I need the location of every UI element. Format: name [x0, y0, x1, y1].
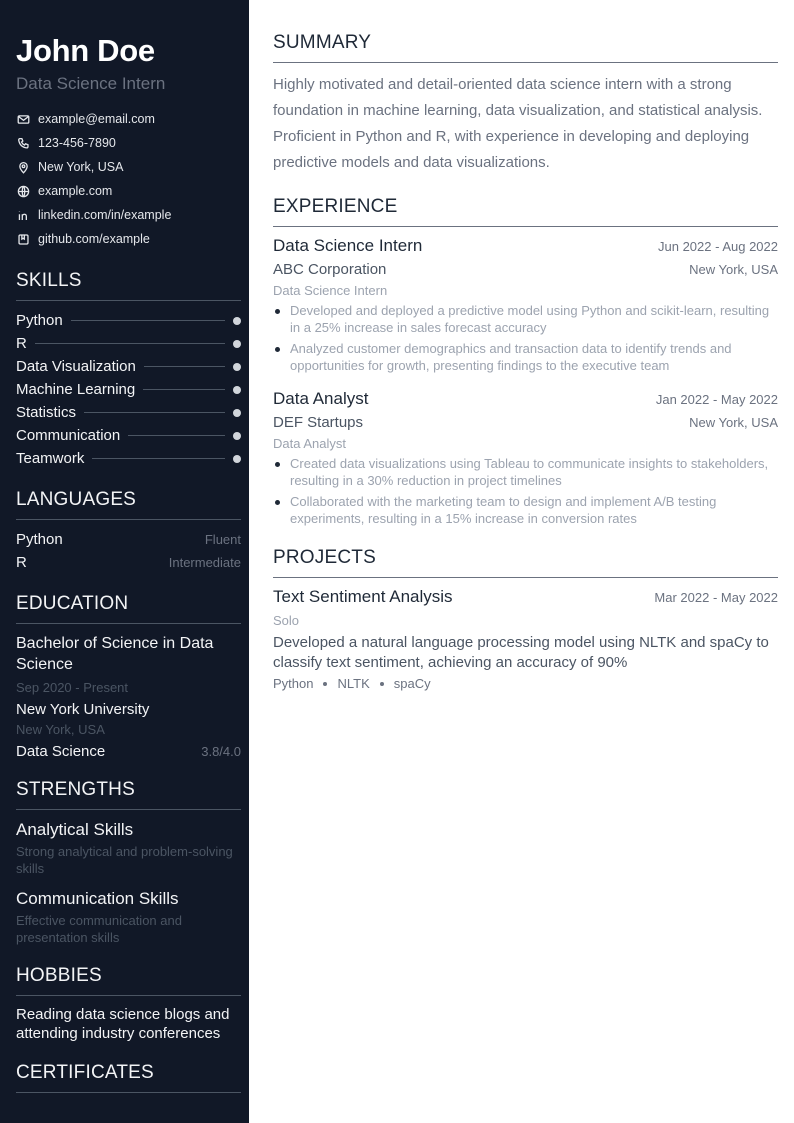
- hobbies-heading: HOBBIES: [16, 963, 241, 996]
- skills-section: [16, 268, 241, 470]
- skill-dot: [233, 340, 241, 348]
- project-type: Solo: [273, 613, 300, 628]
- education-entry: [16, 633, 241, 760]
- strengths-section: [16, 777, 241, 946]
- skills-heading: SKILLS: [16, 268, 241, 301]
- skill-name: Python: [16, 312, 63, 329]
- skill-name: R: [16, 335, 27, 352]
- hobbies-section: [16, 963, 241, 1043]
- skill-line: [84, 412, 225, 413]
- project-tags: [273, 676, 778, 691]
- skills-list: [16, 309, 241, 470]
- language-item: [16, 551, 241, 574]
- education-section: [16, 591, 241, 760]
- strength-title: Communication Skills: [16, 889, 179, 908]
- experience-section: [273, 194, 778, 527]
- location-pin-icon: [16, 160, 30, 174]
- project-desc: Developed a natural language processing model using NLTK and spaCy to classify text sentiment, achieving an accuracy of 90%: [273, 634, 769, 671]
- github-icon: [16, 232, 30, 246]
- skill-dot: [233, 409, 241, 417]
- contact-text: example@email.com: [38, 112, 155, 126]
- skill-item: [16, 401, 241, 424]
- job-bullet: Analyzed customer demographics and transaction data to identify trends and opportunities for growth, presenting findings to the executive team: [273, 340, 778, 374]
- project-dates: Mar 2022 - May 2022: [654, 590, 778, 605]
- contact-location: [16, 155, 241, 179]
- main-content: [249, 0, 794, 1123]
- contact-text: 123-456-7890: [38, 136, 116, 150]
- skill-item: [16, 424, 241, 447]
- skill-name: Teamwork: [16, 450, 85, 467]
- project-tag: Python: [273, 676, 314, 691]
- project-entry: [273, 586, 778, 691]
- job-title: Data Science Intern: [273, 236, 423, 255]
- summary-section: [273, 30, 778, 176]
- profile-role: Data Science Intern: [16, 74, 166, 93]
- contact-text: New York, USA: [38, 160, 124, 174]
- strength-title: Analytical Skills: [16, 820, 134, 839]
- language-item: [16, 528, 241, 551]
- contact-website[interactable]: [16, 179, 241, 203]
- education-location: New York, USA: [16, 722, 105, 737]
- project-tag: NLTK: [337, 676, 370, 691]
- skill-line: [128, 435, 225, 436]
- hobby-text: Reading data science blogs and attending industry conferences: [16, 1006, 230, 1042]
- job-bullet: Developed and deployed a predictive model using Python and scikit-learn, resulting in a 25% increase in sales forecast accuracy: [273, 302, 778, 336]
- education-heading: EDUCATION: [16, 591, 241, 624]
- education-field: Data Science: [16, 743, 106, 760]
- globe-icon: [16, 184, 30, 198]
- education-date: Sep 2020 - Present: [16, 680, 129, 695]
- job-position: Data Science Intern: [273, 283, 388, 298]
- education-degree: Bachelor of Science in Data Science: [16, 635, 214, 673]
- education-gpa: 3.8/4.0: [201, 744, 241, 759]
- strength-item: [16, 819, 241, 877]
- skill-name: Communication: [16, 427, 121, 444]
- language-name: R: [16, 554, 27, 571]
- job-location: New York, USA: [689, 262, 778, 277]
- contact-text: linkedin.com/in/example: [38, 208, 172, 222]
- education-field-row: [16, 743, 241, 760]
- contact-email[interactable]: [16, 107, 241, 131]
- job-bullets: [273, 455, 778, 527]
- strength-desc: Strong analytical and problem-solving skills: [16, 844, 233, 876]
- projects-section: [273, 545, 778, 691]
- job-company: DEF Startups: [273, 414, 364, 431]
- certificates-heading: CERTIFICATES: [16, 1060, 241, 1093]
- contact-github[interactable]: [16, 227, 241, 251]
- strength-item: [16, 888, 241, 946]
- profile-name: John Doe: [16, 33, 155, 68]
- job-position: Data Analyst: [273, 436, 346, 451]
- contact-linkedin[interactable]: [16, 203, 241, 227]
- projects-heading: PROJECTS: [273, 545, 778, 578]
- skill-line: [71, 320, 225, 321]
- language-level: Intermediate: [168, 555, 241, 570]
- skill-line: [35, 343, 225, 344]
- language-level: Fluent: [204, 532, 241, 547]
- job-location: New York, USA: [689, 415, 778, 430]
- project-title: Text Sentiment Analysis: [273, 587, 453, 606]
- strength-desc: Effective communication and presentation skills: [16, 913, 182, 945]
- job-dates: Jan 2022 - May 2022: [655, 392, 778, 407]
- skill-item: [16, 355, 241, 378]
- skill-name: Data Visualization: [16, 358, 136, 375]
- languages-list: [16, 528, 241, 574]
- strengths-heading: STRENGTHS: [16, 777, 241, 810]
- skill-item: [16, 378, 241, 401]
- job-dates: Jun 2022 - Aug 2022: [658, 239, 778, 254]
- education-school: New York University: [16, 701, 150, 718]
- contact-text: github.com/example: [38, 232, 150, 246]
- skill-dot: [233, 455, 241, 463]
- skill-line: [143, 389, 225, 390]
- job-bullet: Collaborated with the marketing team to design and implement A/B testing experiments, resulting in a 15% increase in conversion rates: [273, 493, 778, 527]
- skill-dot: [233, 432, 241, 440]
- linkedin-icon: [16, 208, 30, 222]
- skill-line: [92, 458, 225, 459]
- contact-phone[interactable]: [16, 131, 241, 155]
- skill-item: [16, 447, 241, 470]
- job-bullet: Created data visualizations using Tableau to communicate insights to stakeholders, resulting in a 30% reduction in project timelines: [273, 455, 778, 489]
- job-entry: [273, 388, 778, 527]
- languages-heading: LANGUAGES: [16, 487, 241, 520]
- tag-separator: [380, 682, 384, 686]
- skill-dot: [233, 317, 241, 325]
- experience-heading: EXPERIENCE: [273, 194, 778, 227]
- phone-icon: [16, 136, 30, 150]
- skill-name: Statistics: [16, 404, 77, 421]
- contact-list: [16, 107, 241, 251]
- job-bullets: [273, 302, 778, 374]
- tag-separator: [323, 682, 327, 686]
- skill-dot: [233, 386, 241, 394]
- skill-dot: [233, 363, 241, 371]
- skill-line: [144, 366, 225, 367]
- summary-heading: SUMMARY: [273, 30, 778, 63]
- language-name: Python: [16, 531, 63, 548]
- languages-section: [16, 487, 241, 574]
- job-entry: [273, 235, 778, 374]
- skill-name: Machine Learning: [16, 381, 136, 398]
- mail-icon: [16, 112, 30, 126]
- skill-item: [16, 309, 241, 332]
- sidebar: [0, 0, 249, 1123]
- contact-text: example.com: [38, 184, 113, 198]
- summary-text: Highly motivated and detail-oriented data science intern with a strong foundation in machine learning, data visualization, and statistical analysis. Proficient in Python and R, with experience in developing and deploying predictive models and data visualizations.: [273, 76, 763, 171]
- job-company: ABC Corporation: [273, 261, 387, 278]
- job-title: Data Analyst: [273, 389, 369, 408]
- project-tag: spaCy: [393, 676, 431, 691]
- certificates-section: [16, 1060, 241, 1093]
- skill-item: [16, 332, 241, 355]
